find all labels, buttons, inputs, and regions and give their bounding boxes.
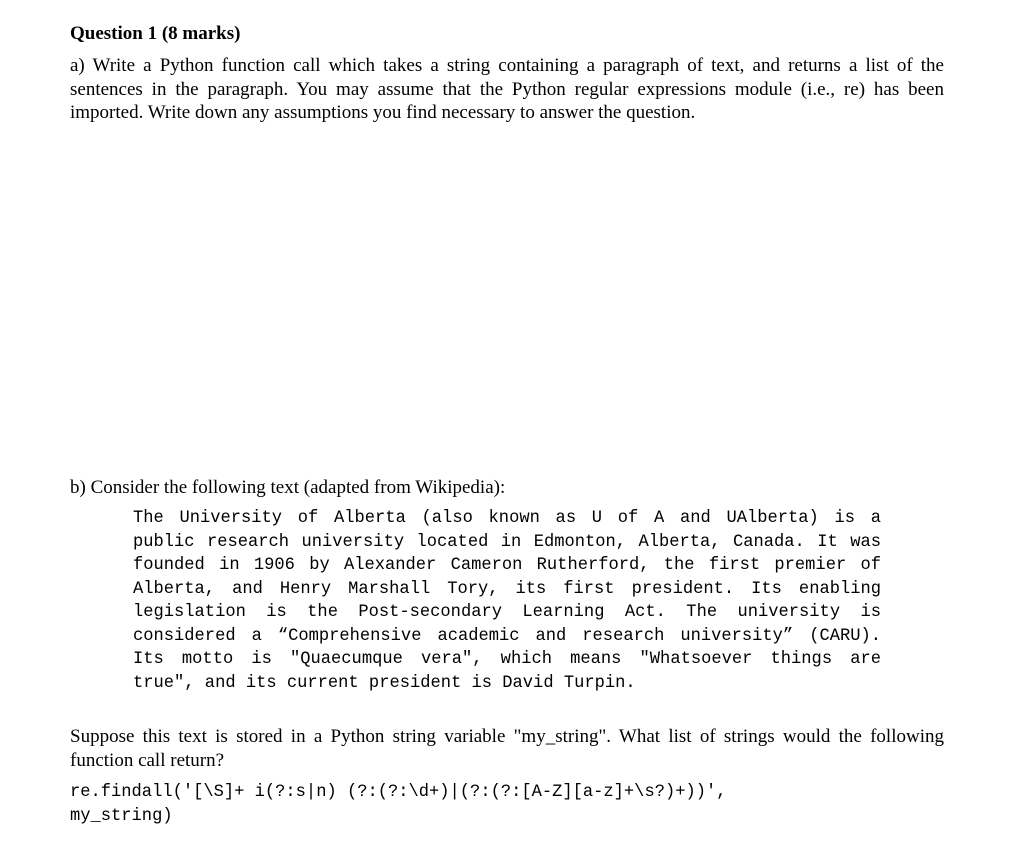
part-a-text: a) Write a Python function call which takes a string containing a paragraph of text, and returns a list of the sentences in the paragraph. You may assume that the Python regular expressions module (i.e., re) has been imported. Write down any assumptions you find necessary to answer the question.	[70, 55, 944, 123]
wikipedia-quote: The University of Alberta (also known as U of A and UAlberta) is a public research university located in Edmonton, Alberta, Canada. It was founded in 1906 by Alexander Cameron Rutherford, the first premier of Alberta, and Henry Marshall Tory, its first president. Its enabling legislation is the Post-secondary Learning Act. The university is considered a “Comprehensive academic and research university” (CARU). Its motto is "Quaecumque vera", which means "Whatsoever things are true", and its current president is David Turpin.	[133, 509, 881, 693]
part-b-intro: b) Consider the following text (adapted from Wikipedia):	[70, 477, 506, 498]
code-snippet: re.findall('[\S]+ i(?:s|n) (?:(?:\d+)|(?:(?:[A-Z][a-z]+\s?)+))', my_string)	[70, 783, 727, 826]
part-b-question: Suppose this text is stored in a Python string variable "my_string". What list of strings would the following function call return?	[70, 726, 944, 771]
question-title: Question 1 (8 marks)	[70, 23, 241, 44]
